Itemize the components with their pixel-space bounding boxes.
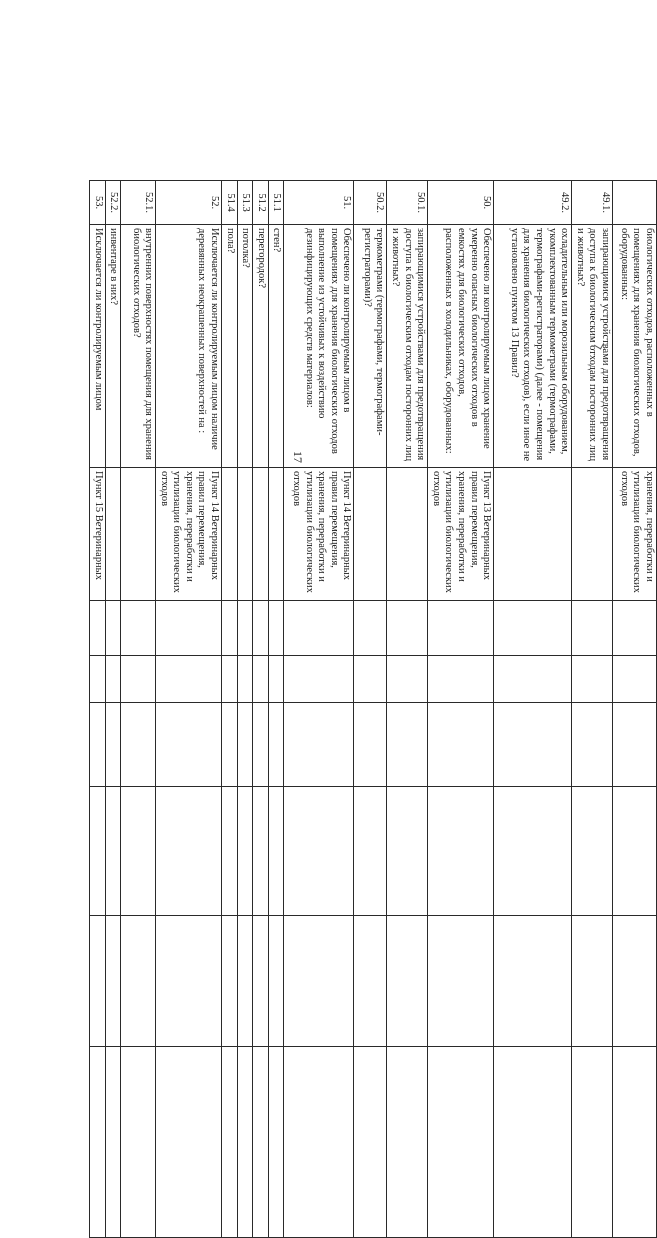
requirement-text: перегородок? (253, 225, 269, 468)
requirement-text: запирающимися устройствами для предотвращения доступа к биологическим отходам посторонних лиц и животных? (387, 225, 428, 468)
legal-reference: Пункт 13 Ветеринарных правил перемещения, хранения, переработки и утилизации биологических отходов (428, 468, 494, 601)
row-number: 51.4 (222, 181, 238, 225)
requirement-text: Обеспечено ли контролируемым лицом хранение умеренно опасных биологических отходов в емкостях для биологических отходов, расположенных в холодильниках, оборудованных: (428, 225, 494, 468)
table-row (156, 181, 222, 1238)
answer-cell (253, 601, 269, 656)
answer-cell (284, 787, 354, 916)
legal-reference (253, 468, 269, 601)
answer-cell (572, 787, 613, 916)
table-row (572, 181, 613, 1238)
row-number: 51.2 (253, 181, 269, 225)
answer-cell (253, 1047, 269, 1238)
answer-cell (268, 1047, 284, 1238)
table-row (387, 181, 428, 1238)
legal-reference (268, 468, 284, 601)
requirement-text: запирающимися устройствами для предотвращения доступа к биологическим отходам посторонних лиц и животных? (572, 225, 613, 468)
row-number (613, 181, 657, 225)
row-number: 50.2. (354, 181, 387, 225)
answer-cell (89, 601, 105, 656)
table-row (268, 181, 284, 1238)
table-row (105, 181, 121, 1238)
row-number: 50. (428, 181, 494, 225)
answer-cell (494, 787, 572, 916)
requirement-text: пола? (222, 225, 238, 468)
answer-cell (105, 916, 121, 1047)
answer-cell (253, 787, 269, 916)
requirement-text: стен? (268, 225, 284, 468)
answer-cell (222, 1047, 238, 1238)
legal-reference (121, 468, 156, 601)
answer-cell (428, 656, 494, 703)
answer-cell (105, 787, 121, 916)
answer-cell (237, 703, 253, 787)
table-row (354, 181, 387, 1238)
legal-reference: Пункт 15 Ветеринарных (89, 468, 105, 601)
answer-cell (268, 916, 284, 1047)
table-row (494, 181, 572, 1238)
answer-cell (253, 656, 269, 703)
answer-cell (494, 703, 572, 787)
answer-cell (428, 916, 494, 1047)
legal-reference (494, 468, 572, 601)
table-row (237, 181, 253, 1238)
answer-cell (268, 703, 284, 787)
answer-cell (494, 601, 572, 656)
requirement-text: термометрами (термографами, термографами-регистраторами)? (354, 225, 387, 468)
answer-cell (222, 916, 238, 1047)
answer-cell (237, 601, 253, 656)
answer-cell (121, 601, 156, 656)
answer-cell (572, 703, 613, 787)
row-number: 49.2. (494, 181, 572, 225)
row-number: 52. (156, 181, 222, 225)
answer-cell (156, 703, 222, 787)
page-number: 17 (291, 451, 305, 463)
answer-cell (105, 601, 121, 656)
answer-cell (156, 787, 222, 916)
answer-cell (253, 916, 269, 1047)
answer-cell (156, 1047, 222, 1238)
answer-cell (156, 601, 222, 656)
answer-cell (268, 787, 284, 916)
answer-cell (354, 1047, 387, 1238)
requirement-text: Обеспечено ли контролируемым лицом в помещениях для хранения биологических отходов выполнение из устойчивых к воздействию дезинфицирующих средств материалов: (284, 225, 354, 468)
answer-cell (613, 787, 657, 916)
answer-cell (89, 656, 105, 703)
answer-cell (284, 601, 354, 656)
row-number: 52.2. (105, 181, 121, 225)
answer-cell (572, 656, 613, 703)
answer-cell (494, 656, 572, 703)
answer-cell (613, 601, 657, 656)
requirement-text: инвентаре в них? (105, 225, 121, 468)
requirement-text: Исключается ли контролируемым лицом наличие деревянных неокрашенных поверхностей на : (156, 225, 222, 468)
answer-cell (387, 916, 428, 1047)
row-number: 51.1 (268, 181, 284, 225)
answer-cell (387, 601, 428, 656)
answer-cell (572, 601, 613, 656)
answer-cell (428, 601, 494, 656)
answer-cell (428, 703, 494, 787)
requirement-text: Исключается ли контролируемым лицом (89, 225, 105, 468)
answer-cell (387, 656, 428, 703)
requirement-text: внутренних поверхностях помещения для хранения биологических отходов? (121, 225, 156, 468)
checklist-table (89, 180, 657, 1238)
answer-cell (222, 656, 238, 703)
answer-cell (284, 916, 354, 1047)
answer-cell (268, 601, 284, 656)
requirement-text: охладительным или морозильным оборудованием, укомплектованным термометрами (термографами, термографами-регистраторами) (далее - помещения для хранения биологических отходов), если иное не установлено пунктом 13 Правил? (494, 225, 572, 468)
legal-reference: Пункт 14 Ветеринарных правил перемещения, хранения, переработки и утилизации биологических отходов (156, 468, 222, 601)
requirement-text: потолка? (237, 225, 253, 468)
legal-reference (572, 468, 613, 601)
answer-cell (613, 703, 657, 787)
answer-cell (89, 1047, 105, 1238)
table-row (428, 181, 494, 1238)
table-row (284, 181, 354, 1238)
answer-cell (237, 1047, 253, 1238)
answer-cell (354, 787, 387, 916)
answer-cell (354, 703, 387, 787)
answer-cell (284, 703, 354, 787)
answer-cell (572, 1047, 613, 1238)
answer-cell (613, 656, 657, 703)
answer-cell (268, 656, 284, 703)
answer-cell (284, 656, 354, 703)
answer-cell (613, 1047, 657, 1238)
answer-cell (494, 1047, 572, 1238)
legal-reference (222, 468, 238, 601)
answer-cell (105, 703, 121, 787)
answer-cell (89, 703, 105, 787)
answer-cell (105, 1047, 121, 1238)
answer-cell (237, 916, 253, 1047)
legal-reference (105, 468, 121, 601)
answer-cell (428, 1047, 494, 1238)
answer-cell (494, 916, 572, 1047)
answer-cell (156, 656, 222, 703)
answer-cell (222, 601, 238, 656)
row-number: 53. (89, 181, 105, 225)
row-number: 49.1. (572, 181, 613, 225)
answer-cell (156, 916, 222, 1047)
answer-cell (121, 1047, 156, 1238)
answer-cell (121, 787, 156, 916)
table-row (253, 181, 269, 1238)
answer-cell (354, 916, 387, 1047)
answer-cell (387, 1047, 428, 1238)
answer-cell (428, 787, 494, 916)
answer-cell (387, 787, 428, 916)
answer-cell (105, 656, 121, 703)
requirement-text: биологических отходов, расположенных в помещениях для хранения биологических отходов, оборудованных: (613, 225, 657, 468)
table-row (222, 181, 238, 1238)
answer-cell (89, 787, 105, 916)
answer-cell (572, 916, 613, 1047)
legal-reference (387, 468, 428, 601)
answer-cell (284, 1047, 354, 1238)
answer-cell (89, 916, 105, 1047)
answer-cell (237, 656, 253, 703)
legal-reference (237, 468, 253, 601)
row-number: 52.1. (121, 181, 156, 225)
row-number: 50.1. (387, 181, 428, 225)
answer-cell (222, 703, 238, 787)
answer-cell (387, 703, 428, 787)
table-row (89, 181, 105, 1238)
legal-reference: хранения, переработки и утилизации биологических отходов (613, 468, 657, 601)
answer-cell (237, 787, 253, 916)
answer-cell (121, 703, 156, 787)
table-row (121, 181, 156, 1238)
answer-cell (222, 787, 238, 916)
legal-reference: Пункт 14 Ветеринарных правил перемещения, хранения, переработки и утилизации биологических отходов (284, 468, 354, 601)
answer-cell (121, 656, 156, 703)
answer-cell (613, 916, 657, 1047)
rotated-table-sheet (92, 180, 657, 1237)
answer-cell (121, 916, 156, 1047)
answer-cell (253, 703, 269, 787)
answer-cell (354, 656, 387, 703)
legal-reference (354, 468, 387, 601)
row-number: 51. (284, 181, 354, 225)
row-number: 51.3 (237, 181, 253, 225)
table-row (613, 181, 657, 1238)
answer-cell (354, 601, 387, 656)
